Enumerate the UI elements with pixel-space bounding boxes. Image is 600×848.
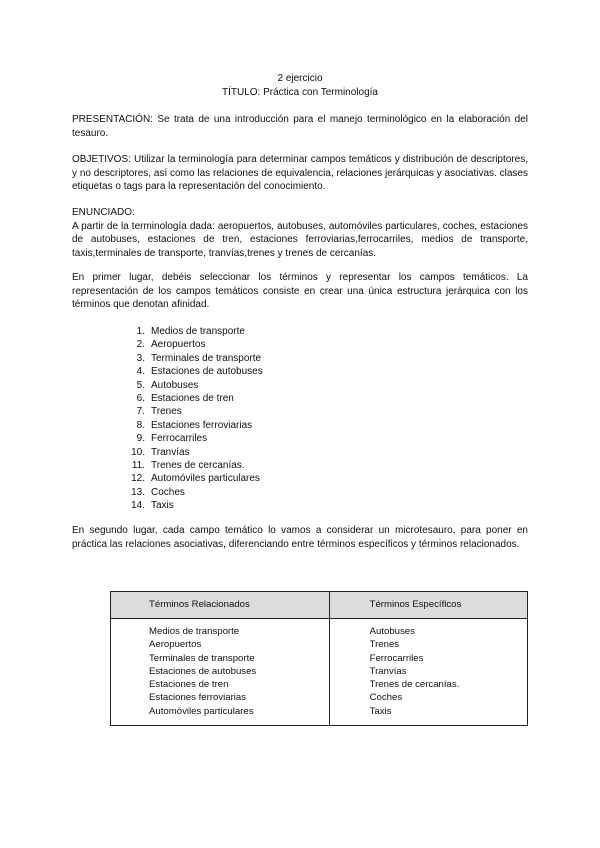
presentacion-section xyxy=(72,113,528,140)
list-item-text: Trenes xyxy=(151,406,182,418)
instructions-paragraph-1 xyxy=(72,271,528,312)
list-item-text: Taxis xyxy=(151,500,174,512)
termino-relacionado: Estaciones de autobuses xyxy=(149,665,257,677)
termino-relacionado: Automóviles particulares xyxy=(149,705,254,717)
termino-especifico: Coches xyxy=(369,692,403,704)
especificos-column xyxy=(329,619,527,726)
document-header xyxy=(0,72,600,100)
termino-especifico: Ferrocarriles xyxy=(369,652,424,664)
header-terminos-especificos: Términos Específicos xyxy=(329,592,527,619)
objetivos-text: OBJETIVOS: Utilizar la terminología para determinar campos temáticos y distribución de descriptores, y no descriptores, así como las relaciones de equivalencia, relaciones jerárquicas y asociativas. clases etiquetas o tags para la representación del conocimiento. xyxy=(72,154,528,192)
list-item-text: Aeropuertos xyxy=(151,339,206,351)
list-item-number: 5. xyxy=(136,379,145,391)
list-item xyxy=(127,459,263,472)
list-item xyxy=(127,392,263,405)
list-item xyxy=(127,432,263,445)
enunciado-text: A partir de la terminología dada: aeropuertos, autobuses, automóviles particulares, coches, estaciones de autobuses, estaciones de tren, estaciones ferroviarias,ferrocarriles, medios de transporte, taxis,terminales de transporte, tranvías,trenes y trenes de cercanías. xyxy=(72,220,528,259)
list-item-number: 11. xyxy=(131,460,145,472)
list-item xyxy=(127,325,263,338)
paragraph-1-text: En primer lugar, debéis seleccionar los términos y representar los campos temáticos. La representación de los campos temáticos consiste en crear una única estructura jerárquica con los términos que denotan afinidad. xyxy=(72,272,528,310)
enunciado-section xyxy=(72,206,528,260)
termino-especifico: Trenes xyxy=(369,639,400,651)
terms-table xyxy=(110,591,528,726)
list-item xyxy=(127,486,263,499)
list-item-number: 8. xyxy=(136,419,145,431)
list-item-number: 7. xyxy=(136,406,145,418)
document-title: TÍTULO: Práctica con Terminología xyxy=(222,87,378,98)
list-item-text: Ferrocarriles xyxy=(151,433,208,445)
list-item-number: 10. xyxy=(131,446,145,458)
termino-relacionado: Estaciones de tren xyxy=(149,679,229,691)
list-item-text: Automóviles particulares xyxy=(151,473,260,485)
terms-table-header-row xyxy=(111,592,528,619)
list-item-text: Terminales de transporte xyxy=(151,352,262,364)
list-item xyxy=(127,405,263,418)
presentacion-text: PRESENTACIÓN: Se trata de una introducción para el manejo terminológico en la elaboración del tesauro. xyxy=(72,114,528,139)
enunciado-heading: ENUNCIADO: xyxy=(72,207,135,218)
list-item-text: Autobuses xyxy=(151,379,199,391)
relacionados-column xyxy=(111,619,330,726)
termino-especifico: Autobuses xyxy=(369,626,415,637)
paragraph-2-text: En segundo lugar, cada campo temático lo vamos a considerar un microtesauro, para poner en práctica las relaciones asociativas, diferenciando entre términos específicos y términos relacionados. xyxy=(72,525,528,550)
header-terminos-relacionados: Términos Relacionados xyxy=(111,592,330,619)
list-item xyxy=(127,499,263,512)
terms-table-body-row xyxy=(111,619,528,726)
list-item xyxy=(127,472,263,485)
list-item-text: Estaciones de autobuses xyxy=(151,366,263,378)
list-item-number: 9. xyxy=(136,433,145,445)
list-item-text: Tranvías xyxy=(151,446,190,458)
list-item xyxy=(127,379,263,392)
list-item-text: Estaciones ferroviarias xyxy=(151,419,253,431)
list-item-number: 14. xyxy=(131,500,145,512)
list-item-number: 1. xyxy=(136,326,145,337)
list-item-number: 6. xyxy=(136,393,145,405)
list-item-text: Medios de transporte xyxy=(151,326,245,337)
list-item-text: Estaciones de tren xyxy=(151,393,234,405)
list-item xyxy=(127,352,263,365)
list-item-number: 2. xyxy=(136,339,145,351)
termino-relacionado: Aeropuertos xyxy=(149,639,202,651)
list-item-text: Trenes de cercanías. xyxy=(151,460,245,472)
termino-especifico: Taxis xyxy=(369,705,392,717)
objetivos-section xyxy=(72,153,528,194)
termino-relacionado: Medios de transporte xyxy=(149,626,240,637)
list-item xyxy=(127,446,263,459)
list-item-text: Coches xyxy=(151,486,185,498)
list-item xyxy=(127,338,263,351)
list-item xyxy=(127,419,263,432)
term-list xyxy=(127,325,263,513)
termino-especifico: Trenes de cercanías. xyxy=(369,679,460,691)
termino-especifico: Tranvías xyxy=(369,665,407,677)
list-item-number: 3. xyxy=(136,352,145,364)
termino-relacionado: Estaciones ferroviarias xyxy=(149,692,247,704)
list-item-number: 13. xyxy=(131,486,145,498)
list-item-number: 12. xyxy=(131,473,145,485)
list-item-number: 4. xyxy=(136,366,145,378)
instructions-paragraph-2 xyxy=(72,524,528,551)
termino-relacionado: Terminales de transporte xyxy=(149,652,255,664)
list-item xyxy=(127,365,263,378)
exercise-number: 2 ejercicio xyxy=(277,73,323,84)
